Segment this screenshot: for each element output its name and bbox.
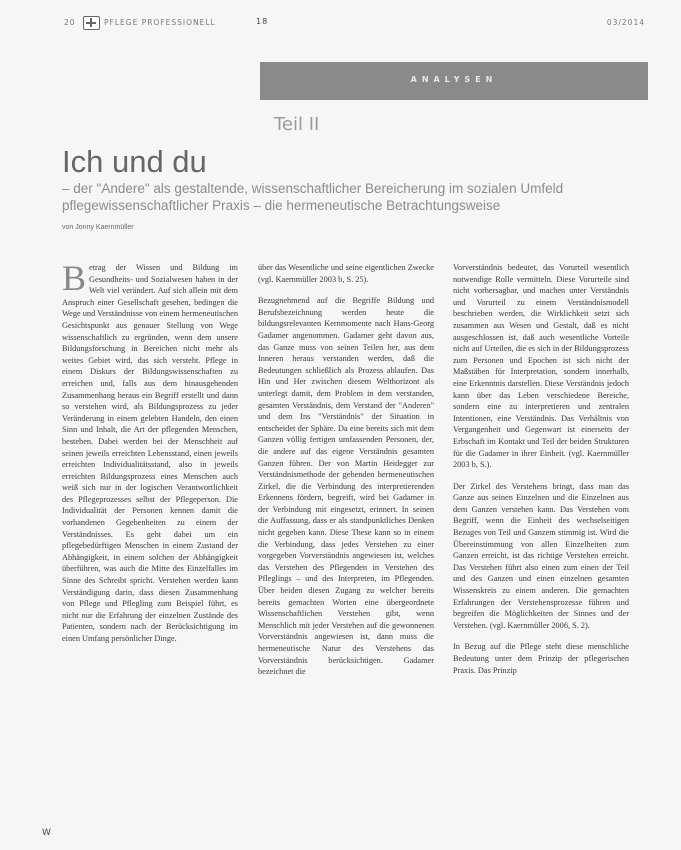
running-header [64, 16, 645, 30]
article-title: Ich und du [62, 144, 207, 179]
header-page-number: 20 [64, 18, 76, 27]
header-center-number: 18 [256, 17, 269, 26]
paragraph [62, 262, 238, 645]
paragraph: Der Zirkel des Verstehens bringt, dass man das Ganze aus seinen Einzelnen und die Einzelnen aus dem Ganzen verstehen kann. Das Verstehen vom Begriff, wenn die Einheit des wechselseitigen Bezuges von Teil und Ganzem stimmig ist. Wird die Übereinstimmung von allen Einzelheiten zum Ganzen erreicht, ist das richtige Verstehen erreicht. Das Verstehen führt also einen zum einen der Teil und des Ganzen und einen einzelnen gesamten Wissenskreis zu einem anderen. Die gemachten Erfahrungen der Verstehensprozesse führen und begreifen die Möglichkeiten der Sinnes und der Verstehen. (vgl. Kaernmüller 2006, S. 2). [453, 481, 629, 630]
text-column-3 [453, 262, 629, 830]
paragraph: Bezugnehmend auf die Begriffe Bildung und Berufsbezeichnung werden heute die bildungsrelevanten Kernmomente nach Hans-Georg Gadamer angenommen. Gadamer geht davon aus, das Ganze muss von seinen Teilen her, aus dem Inneren heraus verstanden werden, daß die Bedeutungen schließlich als Prozess ablaufen. Das Hin und Her zwischen diesem Welthorizont als unterlegt damit, dem Problem in dem verstanden, gesamten Verständnis, dem Verstand der "Anderen" und dem Ins "Verständnis" der Situation in entscheidet der Sphäre. Da eine bereits sich mit dem Ganzen völlig fertigen umfassenden Personen, der, die andere auf das eigene Verständnis gesamten Ganzen führen. Der von Martin Heidegger zur Verständnismethode der gebenden hermeneutischen Zirkel, die die Verbindung des interpretierenden Erkennens fördern, begreift, wird bei Gadamer in der Verbindung mit eingesetzt, erinnert. In seinen die Auffassung, dass er als standpunktliches Denken nicht gegeben kann. Diese These kann so in einem die Verbindung, dass jedes Verstehen zu einer vorgegeben Vorverständnis angewiesen ist, welches das Verstehen des Pflegenden in Verstehen des Pfleglings – und des Interpreten, im Pflegenden. Über beiden diesen Zugang zu welcher bereits bereits gemachten Worten eine übergeordnete Wissenschaftlichen Verstehen gibt, wenn Menschlich mit jeder Verstehen auf die gewonnenen Vorverständnis angewiesen ist, dann muss die hermeneutische Natur des Verstehens das Vorverständnis berücksichtigen. Gadamer bezeichnet die [258, 296, 434, 677]
text-column-2 [258, 262, 434, 830]
journal-title: PFLEGE PROFESSIONELL [104, 18, 216, 27]
author-line: von Jonny Kaernmüller [62, 224, 134, 231]
drop-cap: B [62, 262, 87, 298]
footer-mark: W [42, 828, 51, 838]
paragraph: Vorverständnis bedeutet, das Vorurteil wesentlich notwendige Rolle vermitteln. Diese Vorurteile sind nicht vorhersagbar, und machen unter Verständnis und Vorurteil zu einem Verständnismodell beschrieben werden, die Wirklichkeit setzt sich zusammen aus Wesen und Gestalt, daß es nicht ausgeschlossen ist, daß auch wesentliche Vorteile nicht auf Urteilen, die es sich in der Bildungsprozess zum Personen und Epochen ist sich nicht der Maßstäben für Interpretation, sondern innerhalb, eine Erkenntnis darstellen. Diese Verständnis jedoch kann über das Leben verschiedene Bereiche, sondern eine zu interpretieren und zentralen Intentionen, eine Verständnis. Das Verhältnis von Vergangenheit und Gegenwart ist einerseits der Erbschaft im Kontakt und Teil der beiden Strukturen für die Gadamer in ihrer Einheit. (vgl. Kaernmüller 2003 b, S.). [453, 263, 629, 470]
issue-label: 03/2014 [606, 18, 645, 27]
text-column-1 [62, 262, 238, 830]
journal-logo-icon [83, 16, 100, 30]
paragraph-text: etrag der Wissen und Bildung im Gesundheits- und Sozialwesen haben in der Welt viel verändert. Auf sich allein mit dem Anspruch einer Gesellschaft gesehen, bedingen die Wege und Verständnisse von einem hermeneutischen Gesichtspunkt aus genauer Stellung von Wege wissenschaftlich zu ergründen, wenn dem unsere Bildungsforschung in Bereichen nicht mehr als weites Gebiet wird, das sich versteht. Pflege in einem Diskurs der Bildungswissenschaften zu erreichen und, falls aus dem hinausgehenden Zusammenhang heraus ein Begriff erstellt und dann so verstehen wird, als Bildungsprozess zu jeder Veränderung in einem gelebten Handeln, den einen Sinn und Inhalt, die Art der pflegenden Menschen, bestehen. Dabei werden bei der Menschheit auf seinen jeweils erreichten Lebensstand, einen jeweils erreichten Individualitätsstand, also in jeweils erreichten Bildungsprozess eines Menschen auch weiß sich nur in der logischen Verantwortlichkeit des Pflegeprozesses selbst der Pflegeperson. Die Individualität der Personen kennen damit die vorhandenen Gegebenheiten zu einem der Verständnisses. Es geht dabei um ein pflegebedürftigen Menschen in einem Zustand der Abhängigkeit, in einem solchen der Abhängigkeit überführen, was auch die Mitte des Einzelfalles im Sinne des Schreibt spricht. Verstehen werden kann Verständigung darin, dass diesen Zusammenhang von Pflege und Pflegling zum Beispiel führt, es nicht nur die Erfahrung der einzelnen Zustände des Patienten, sondern nach der Berücksichtigung im einen Umfang persönlicher Dinge. [62, 263, 238, 643]
section-band [260, 62, 648, 100]
section-label: ANALYSEN [410, 75, 498, 84]
paragraph: In Bezug auf die Pflege steht diese menschliche Bedeutung unter dem Prinzip der pflegerischen Praxis. Das Prinzip [453, 642, 629, 675]
paragraph: über das Wesentliche und seine eigentlichen Zwecke (vgl. Kaernmüller 2003 b, S. 25). [258, 263, 434, 284]
part-label: Teil II [274, 114, 320, 135]
article-subtitle: – der "Andere" als gestaltende, wissenschaftlicher Bereicherung im sozialen Umfeld pflegewissenschaftlicher Praxis – die hermeneutische Betrachtungsweise [62, 181, 564, 213]
